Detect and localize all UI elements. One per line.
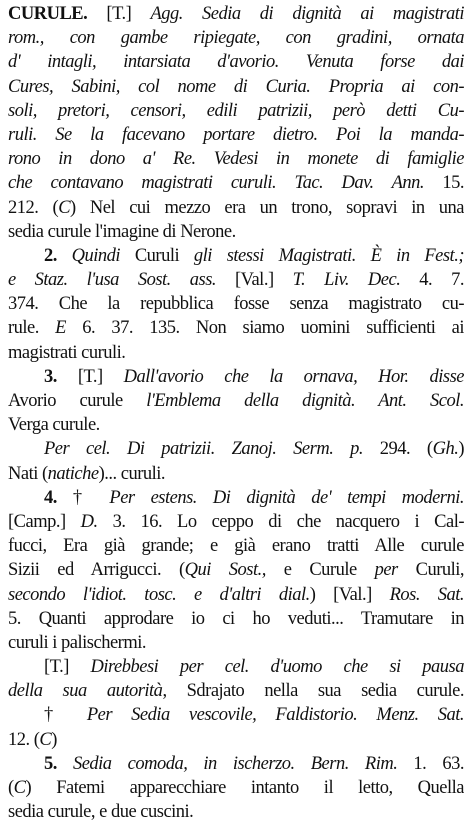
text-segment: 5. Quanti approdare io ci ho veduti... Tramutare in	[8, 608, 464, 629]
text-segment: natiche	[47, 463, 99, 484]
text-line	[8, 341, 464, 365]
text-segment: Direbbesi per cel. d'uomo che si pausa	[90, 657, 464, 678]
text-segment: ) [Val.]	[309, 584, 390, 605]
text-segment: ) Nel cui mezzo era un trono, sopravi in una	[70, 197, 464, 218]
text-segment: 374. Che la repubblica fosse senza magistrato cu-	[8, 294, 464, 315]
text-line	[8, 655, 464, 679]
text-segment: rono in dono a' Re. Vedesi in monete di famiglie	[8, 149, 464, 170]
text-segment: [T.]	[56, 366, 124, 387]
text-segment: 15.	[424, 173, 464, 194]
text-segment: 12. (	[8, 729, 40, 750]
text-segment: 4. 7.	[400, 270, 464, 291]
text-segment: Sedia comoda, in ischerzo. Bern. Rim.	[72, 753, 398, 774]
text-segment: Cures, Sabini, col nome di Curia. Propria ai con-	[8, 76, 464, 97]
text-line	[8, 752, 464, 776]
text-line	[8, 583, 464, 607]
text-segment: [Val.]	[216, 270, 293, 291]
text-segment: rule.	[8, 318, 56, 339]
text-segment: )... curuli.	[98, 463, 166, 484]
text-segment: Dall'avorio che la ornava, Hor. disse	[123, 366, 464, 387]
text-segment: 3. 16. Lo ceppo di che nacquero i Cal-	[97, 511, 464, 532]
text-segment: curuli i palischermi.	[8, 632, 146, 653]
text-segment: Gh.	[432, 439, 459, 460]
sense-number: 2.	[44, 245, 57, 266]
text-segment	[57, 246, 72, 266]
text-line	[8, 2, 464, 26]
text-segment: C	[13, 778, 26, 798]
text-line	[8, 99, 464, 123]
text-line	[8, 316, 464, 340]
text-line	[8, 437, 464, 461]
text-line	[8, 413, 464, 437]
text-segment: [T.]	[44, 657, 91, 678]
text-segment: Qui Sost.,	[184, 560, 266, 581]
text-segment	[57, 754, 73, 774]
text-line	[8, 196, 464, 220]
text-segment: rom., con gambe ripiegate, con gradini, ornata	[8, 28, 464, 49]
text-line	[8, 486, 464, 510]
text-line	[8, 534, 464, 558]
text-line	[8, 607, 464, 631]
text-segment: 6. 37. 135. Non siamo uomini sufficienti ai	[65, 318, 464, 339]
text-line	[8, 462, 464, 486]
text-segment: Per cel. Di patrizii. Zanoj. Serm. p.	[44, 439, 363, 460]
text-segment: Nati (	[8, 463, 48, 484]
text-segment: sedia curule, e due cuscini.	[8, 802, 194, 823]
text-line	[8, 147, 464, 171]
text-line	[8, 171, 464, 195]
text-segment: Avorio curule	[8, 391, 147, 411]
text-segment: che contavano magistrati curuli. Tac. Dav. Ann.	[8, 173, 425, 194]
text-line	[8, 558, 464, 582]
text-segment: Ros. Sat.	[389, 584, 464, 605]
text-segment: ) Fatemi apparecchiare intanto il letto, Quella	[25, 778, 464, 798]
text-segment: [T.]	[87, 4, 151, 24]
text-line	[8, 728, 464, 752]
text-line	[8, 268, 464, 292]
text-segment: 294. (	[362, 439, 433, 460]
text-line	[8, 679, 464, 703]
text-segment: Curuli	[120, 245, 194, 266]
text-segment: [Camp.]	[8, 511, 81, 532]
text-segment: della sua autorità	[8, 681, 163, 702]
text-line	[8, 26, 464, 50]
text-segment: magistrati curuli.	[8, 342, 126, 363]
text-segment: Per estens. Di dignità de' tempi moderni.	[109, 487, 464, 508]
sense-number: 3.	[44, 366, 57, 387]
text-segment: Agg. Sedia di dignità ai magistrati	[150, 4, 464, 24]
text-segment: C	[58, 197, 71, 218]
sense-number: 4.	[44, 487, 57, 508]
text-segment: 212. (	[8, 197, 59, 218]
text-segment: secondo l'idiot. tosc. e d'altri dial.	[8, 584, 310, 605]
text-segment: †	[44, 705, 87, 726]
text-line	[8, 292, 464, 316]
text-line	[8, 389, 464, 413]
text-line	[8, 631, 464, 655]
text-line	[8, 703, 464, 727]
text-segment: )	[51, 729, 57, 750]
text-segment: e Curule	[265, 560, 375, 581]
text-segment: D.	[80, 511, 98, 532]
text-line	[8, 123, 464, 147]
text-line	[8, 75, 464, 99]
text-segment: ruli. Se la facevano portare dietro. Poi la manda-	[8, 124, 464, 145]
text-segment: C	[39, 729, 52, 750]
sense-number: CURULE.	[8, 4, 88, 24]
text-segment: (	[8, 778, 14, 798]
text-segment: soli, pretori, censori, edili patrizii, però detti Cu-	[8, 100, 464, 121]
text-segment: fucci, Era già grande; e già erano tratti Alle curule	[8, 536, 464, 557]
text-segment: Curuli,	[397, 560, 464, 581]
text-segment: 1. 63.	[397, 753, 464, 774]
text-line	[8, 220, 464, 244]
text-segment: e Staz. l'usa Sost. ass.	[8, 270, 217, 291]
text-line	[8, 50, 464, 74]
text-segment: Per Sedia vescovile, Faldistorio. Menz. Sat.	[86, 705, 464, 726]
text-segment: , Sdrajato nella sua sedia curule.	[162, 681, 464, 702]
text-segment: gli stessi Magistrati. È in Fest.;	[193, 245, 464, 266]
text-segment: Quindi	[71, 245, 121, 266]
text-segment: per	[374, 560, 398, 581]
text-segment: l'Emblema della dignità. Ant. Scol.	[146, 391, 464, 411]
text-line	[8, 510, 464, 534]
text-line	[8, 776, 464, 800]
text-segment: Verga curule.	[8, 415, 100, 436]
text-line	[8, 365, 464, 389]
text-segment: T. Liv. Dec.	[292, 270, 401, 291]
text-line	[8, 800, 464, 824]
text-segment: †	[56, 487, 110, 508]
text-line	[8, 244, 464, 268]
dictionary-entry-curule	[8, 2, 464, 824]
sense-number: 5.	[44, 753, 57, 774]
text-segment: E	[55, 318, 66, 339]
text-segment: Sizii ed Arrigucci. (	[8, 560, 185, 581]
text-segment: )	[458, 439, 464, 460]
text-segment: d' intagli, intarsiata d'avorio. Venuta forse dai	[8, 52, 464, 73]
text-segment: sedia curule l'imagine di Nerone.	[8, 221, 236, 242]
